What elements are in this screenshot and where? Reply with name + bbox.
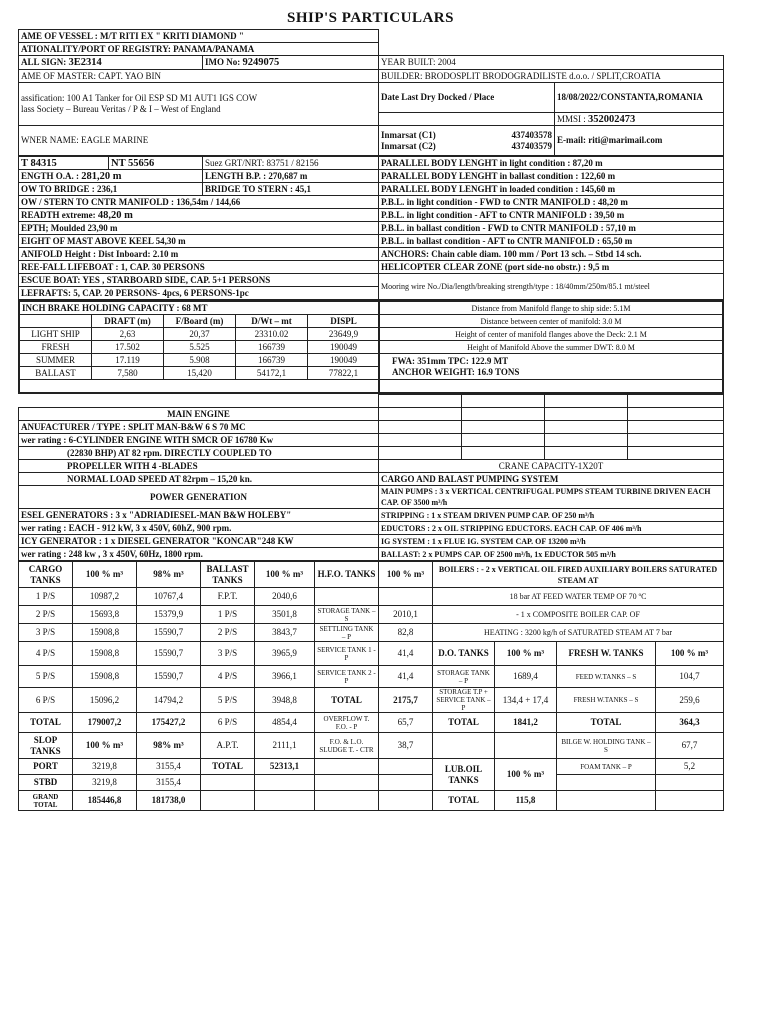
generator-rating: wer rating : EACH - 912 kW, 3 x 450V, 60hZ, 900 rpm.	[19, 522, 379, 535]
dry-dock-value: 18/08/2022/CONSTANTA,ROMANIA	[555, 83, 724, 113]
email: E-mail: riti@marimail.com	[555, 126, 724, 156]
engine-power: wer rating : 6-CYLINDER ENGINE WITH SMCR OF 16780 Kw	[19, 434, 379, 447]
suez-tonnage: Suez GRT/NRT: 83751 / 82156	[203, 157, 379, 170]
fwa-tpc: FWA: 351mm TPC: 122.9 MT ANCHOR WEIGHT: 16.9 TONS	[380, 354, 723, 380]
draft-row: SUMMER 17.119 5.908 166739 190049	[20, 354, 379, 367]
call-sign: ALL SIGN: 3E2314	[19, 56, 203, 70]
helicopter-zone: HELICOPTER CLEAR ZONE (port side-no obstr.) : 9,5 m	[379, 261, 724, 274]
manifold-info	[379, 301, 723, 393]
document-title: SHIP'S PARTICULARS	[287, 10, 454, 26]
year-built: YEAR BUILT: 2004	[379, 56, 724, 70]
manifold-info-line: Distance from Manifold flange to ship side: 5.1M	[380, 302, 723, 315]
engine-manufacturer: ANUFACTURER / TYPE : SPLIT MAN-B&W 6 S 70 MC	[19, 421, 379, 434]
nationality: ATIONALITY/PORT OF REGISTRY: PANAMA/PANAMA	[19, 43, 379, 56]
slop-row: PORT 3219,8 3155,4 TOTAL 52313,1 LUB.OIL TANKS 100 % m³ FOAM TANK – P 5,2	[19, 759, 724, 775]
imo-number: IMO No: 9249075	[203, 56, 379, 70]
draft-header: DISPL	[308, 315, 379, 328]
slop-tanks-header: SLOP TANKS	[19, 733, 73, 759]
slop-row: STBD 3219,8 3155,4	[19, 775, 724, 791]
header-table	[18, 29, 724, 156]
tank-row: 1 P/S 10987,2 10767,4 F.P.T. 2040,6 18 bar AT FEED WATER TEMP OF 70 ºC	[19, 588, 724, 606]
pct100-header: 100 % m³	[73, 562, 137, 588]
vessel-name: AME OF VESSEL : M/T RITI EX " KRITI DIAMOND "	[19, 30, 379, 43]
stripping: STRIPPING : 1 x STEAM DRIVEN PUMP CAP. OF 250 m³/h	[379, 509, 724, 522]
pbl-ballast-fwd: P.B.L. in ballast condition - FWD to CNTR MANIFOLD : 57,10 m	[379, 222, 724, 235]
emergency-rating: wer rating : 248 kw , 3 x 450V, 60Hz, 1800 rpm.	[19, 548, 379, 561]
crane-capacity: CRANE CAPACITY-1X20T	[379, 460, 724, 473]
emergency-generator: ICY GENERATOR : 1 x DIESEL GENERATOR "KONCAR"248 KW	[19, 535, 379, 548]
lifeboat: REE-FALL LIFEBOAT : 1, CAP. 30 PERSONS	[19, 261, 379, 274]
master-name: AME OF MASTER: CAPT. YAO BIN	[19, 70, 379, 83]
rescue-boat: ESCUE BOAT: YES , STARBOARD SIDE, CAP. 5+1 PERSONS	[19, 274, 379, 287]
power-generation-title: POWER GENERATION	[19, 486, 379, 509]
dimensions-table	[18, 156, 724, 300]
draft-header: F/Board (m)	[164, 315, 236, 328]
pbl-light-aft: P.B.L. in light condition - AFT to CNTR MANIFOLD : 39,50 m	[379, 209, 724, 222]
length-bp: LENGTH B.P. : 270,687 m	[203, 170, 379, 183]
draft-row: FRESH 17.502 5.525 166739 190049	[20, 341, 379, 354]
parallel-body-loaded: PARALLEL BODY LENGHT in loaded condition : 145,60 m	[379, 183, 724, 196]
do-tanks-header: D.O. TANKS	[433, 642, 495, 666]
draft-header: DRAFT (m)	[92, 315, 164, 328]
bow-to-bridge: OW TO BRIDGE : 236,1	[19, 183, 203, 196]
ballast-tanks-header: BALLAST TANKS	[201, 562, 255, 588]
engine-section	[18, 394, 724, 561]
pct100-header: 100 % m³	[255, 562, 315, 588]
boilers: BOILERS : - 2 x VERTICAL OIL FIRED AUXILIARY BOILERS SATURATED STEAM AT	[433, 562, 724, 588]
draft-header	[20, 315, 92, 328]
tank-capacities	[18, 561, 724, 811]
owner-name: WNER NAME: EAGLE MARINE	[19, 126, 379, 156]
parallel-body-light: PARALLEL BODY LENGHT in light condition : 87,20 m	[379, 157, 724, 170]
manifold-info-line: Distance between center of manifold: 3.0 M	[380, 315, 723, 328]
gross-tonnage: T 84315	[19, 157, 109, 170]
cargo-system-title: CARGO AND BALAST PUMPING SYSTEM	[379, 473, 724, 486]
tank-row: SLOP TANKS 100 % m³ 98% m³ A.P.T. 2111,1 F.O. & L.O. SLUDGE T. - CTR 38,7 BILGE W. HOLDING TANK – S 67,7	[19, 733, 724, 759]
boiler-feedwater: 18 bar AT FEED WATER TEMP OF 70 ºC	[433, 588, 724, 606]
winch-brake: INCH BRAKE HOLDING CAPACITY : 68 MT	[20, 302, 379, 315]
builder: BUILDER: BRODOSPLIT BRODOGRADILISTE d.o.o. / SPLIT,CROATIA	[379, 70, 724, 83]
grand-total-row: GRAND TOTAL 185446,8 181738,0 TOTAL 115,8	[19, 791, 724, 811]
mmsi: MMSI : 352002473	[555, 113, 724, 126]
inmarsat: Inmarsat (C1) 437403578 Inmarsat (C2) 437403579	[379, 126, 555, 156]
engine-propeller: PROPELLER WITH 4 -BLADES	[19, 460, 379, 473]
depth: EPTH; Moulded 23,90 m	[19, 222, 379, 235]
tank-row: 2 P/S 15693,8 15379,9 1 P/S 3501,8 STORAGE TANK – S 2010,1 - 1 x COMPOSITE BOILER CAP. OF	[19, 606, 724, 624]
engine-speed: NORMAL LOAD SPEED AT 82rpm – 15,20 kn.	[19, 473, 379, 486]
tank-row: 5 P/S 15908,8 15590,7 4 P/S 3966,1 SERVICE TANK 2 - P 41,4 STORAGE TANK – P 1689,4 FEED W.TANKS – S 104,7	[19, 666, 724, 688]
ballast-pumps: BALLAST: 2 x PUMPS CAP. OF 2500 m³/h, 1x EDUCTOR 505 m³/h	[379, 548, 724, 561]
hfo-tanks-header: H.F.O. TANKS	[315, 562, 379, 588]
ships-particulars-document	[18, 10, 723, 811]
pct98-header: 98% m³	[137, 562, 201, 588]
draft-section	[18, 300, 724, 394]
draft-row: BALLAST 7,580 15,420 54172,1 77822,1	[20, 367, 379, 380]
anchors: ANCHORS: Chain cable diam. 100 mm / Port 13 sch. – Stbd 14 sch.	[379, 248, 724, 261]
pbl-ballast-aft: P.B.L. in ballast condition - AFT to CNTR MANIFOLD : 65,50 m	[379, 235, 724, 248]
manifold-info-line: Height of center of manifold flanges above the Deck: 2.1 M	[380, 328, 723, 341]
pbl-light-fwd: P.B.L. in light condition - FWD to CNTR MANIFOLD : 48,20 m	[379, 196, 724, 209]
diesel-generators: ESEL GENERATORS : 3 x "ADRIADIESEL-MAN B&W HOLEBY"	[19, 509, 379, 522]
liferafts: LEFRAFTS: 5, CAP. 20 PERSONS- 4pcs, 6 PERSONS-1pc	[19, 287, 379, 300]
cargo-tanks-header: CARGO TANKS	[19, 562, 73, 588]
draft-header: D/Wt – mt	[236, 315, 308, 328]
manifold-info-line: Height of Manifold Above the summer DWT: 8.0 M	[380, 341, 723, 354]
mooring-wire: Mooring wire No./Dia/length/breaking strength/type : 18/40mm/250m/85.1 mt/steel	[379, 274, 724, 300]
fw-tanks-header: FRESH W. TANKS	[557, 642, 656, 666]
length-overall: ENGTH O.A. : 281,20 m	[19, 170, 203, 183]
main-engine-title: MAIN ENGINE	[19, 408, 379, 421]
dry-dock-label: Date Last Dry Docked / Place	[379, 83, 555, 113]
tank-row: 3 P/S 15908,8 15590,7 2 P/S 3843,7 SETTLING TANK – P 82,8 HEATING : 3200 kg/h of SATURATED STEAM AT 7 bar	[19, 624, 724, 642]
ig-system: IG SYSTEM : 1 x FLUE IG. SYSTEM CAP. OF 13200 m³/h	[379, 535, 724, 548]
composite-boiler: - 1 x COMPOSITE BOILER CAP. OF	[433, 606, 724, 624]
net-tonnage: NT 55656	[109, 157, 203, 170]
draft-table	[19, 301, 379, 393]
eductors: EDUCTORS : 2 x OIL STRIPPING EDUCTORS. EACH CAP. OF 406 m³/h	[379, 522, 724, 535]
lub-oil-header: LUB.OIL TANKS	[433, 759, 495, 791]
draft-row: LIGHT SHIP 2,63 20,37 23310.02 23649,9	[20, 328, 379, 341]
parallel-body-ballast: PARALLEL BODY LENGHT in ballast condition : 122,60 m	[379, 170, 724, 183]
manifold-height: ANIFOLD Height : Dist Inboard: 2.10 m	[19, 248, 379, 261]
bridge-to-stern: BRIDGE TO STERN : 45,1	[203, 183, 379, 196]
tank-row: 6 P/S 15096,2 14794,2 5 P/S 3948,8 TOTAL 2175,7 STORAGE T.P + SERVICE TANK – P 134,4 + 17,4 FRESH W.TANKS – S 259,6	[19, 688, 724, 713]
mast-height: EIGHT OF MAST ABOVE KEEL 54,30 m	[19, 235, 379, 248]
tank-total-row: TOTAL 179007,2 175427,2 6 P/S 4854,4 OVERFLOW T. F.O. - P 65,7 TOTAL 1841,2 TOTAL 364,3	[19, 713, 724, 733]
engine-power-2: (22830 BHP) AT 82 rpm. DIRECTLY COUPLED TO	[19, 447, 379, 460]
pct100-header: 100 % m³	[379, 562, 433, 588]
tank-row: 4 P/S 15908,8 15590,7 3 P/S 3965,9 SERVICE TANK 1 - P 41,4 D.O. TANKS 100 % m³ FRESH W. TANKS 100 % m³	[19, 642, 724, 666]
breadth: READTH extreme: 48,20 m	[19, 209, 379, 222]
main-pumps: MAIN PUMPS : 3 x VERTICAL CENTRIFUGAL PUMPS STEAM TURBINE DRIVEN EACH CAP. OF 3500 m³/h	[379, 486, 724, 509]
classification: assification: 100 A1 Tanker for Oil ESP SD M1 AUT1 IGS COW lass Society – Bureau Veritas / P & I – West of England	[19, 83, 379, 126]
heating: HEATING : 3200 kg/h of SATURATED STEAM AT 7 bar	[433, 624, 724, 642]
bow-stern-manifold: OW / STERN TO CNTR MANIFOLD : 136,54m / 144,66	[19, 196, 379, 209]
